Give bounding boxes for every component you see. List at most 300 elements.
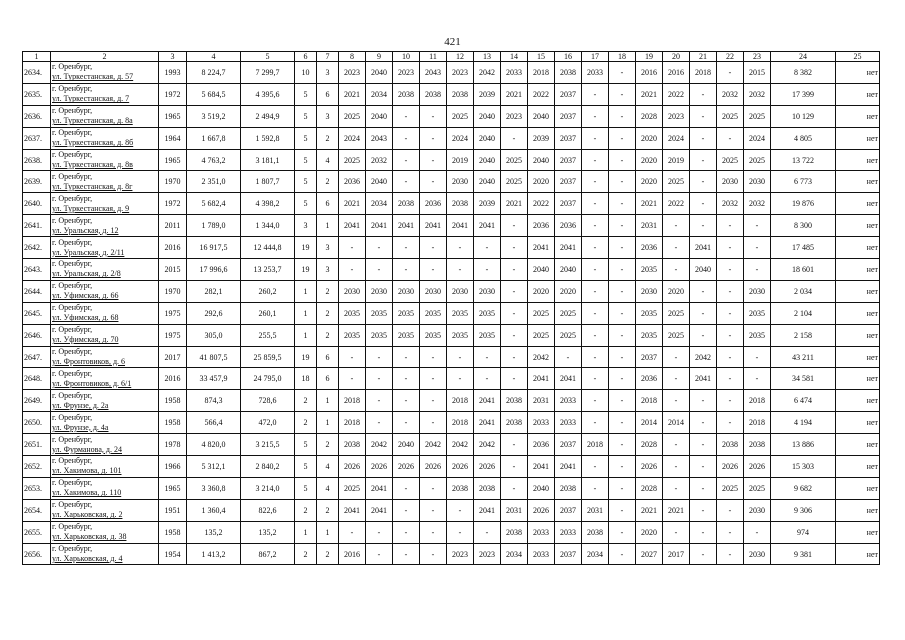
table-cell: - — [339, 237, 366, 259]
table-row — [23, 543, 880, 565]
table-cell: 2 — [317, 127, 339, 149]
table-cell: 255,5 — [241, 324, 295, 346]
table-cell: 2030 — [420, 280, 447, 302]
table-cell: - — [717, 215, 744, 237]
table-cell: 2025 — [447, 105, 474, 127]
table-cell: 2016 — [636, 62, 663, 84]
address-city: г. Оренбург, — [52, 171, 93, 181]
table-cell: 2 — [295, 499, 317, 521]
table-cell: 2026 — [528, 499, 555, 521]
table-cell: 135,2 — [241, 521, 295, 543]
table-cell: 2016 — [663, 62, 690, 84]
column-header: 6 — [295, 52, 317, 62]
table-cell: 2020 — [528, 171, 555, 193]
table-row — [23, 477, 880, 499]
row-number: 2651. — [23, 434, 51, 456]
table-row — [23, 259, 880, 281]
address-city: г. Оренбург, — [52, 522, 93, 532]
table-cell: - — [609, 412, 636, 434]
table-cell: 2040 — [474, 105, 501, 127]
table-cell: 2038 — [582, 521, 609, 543]
row-number: 2645. — [23, 302, 51, 324]
table-cell: 17 996,6 — [187, 259, 241, 281]
table-cell: 2022 — [528, 193, 555, 215]
table-row — [23, 215, 880, 237]
row-number: 2644. — [23, 280, 51, 302]
table-cell: 1970 — [159, 171, 187, 193]
table-cell: - — [582, 149, 609, 171]
table-cell: - — [474, 368, 501, 390]
table-cell: 566,4 — [187, 412, 241, 434]
table-cell: 2035 — [636, 302, 663, 324]
address-street: ул. Туркестанская, д. 57 — [52, 72, 134, 82]
table-cell: - — [609, 346, 636, 368]
table-cell: 2037 — [555, 499, 582, 521]
table-cell: нет — [836, 237, 880, 259]
page-number: 421 — [444, 36, 461, 48]
table-cell: 2042 — [528, 346, 555, 368]
address-cell — [51, 215, 159, 237]
table-cell: 2016 — [159, 368, 187, 390]
table-cell: 2 — [317, 280, 339, 302]
table-row — [23, 434, 880, 456]
table-cell: 6 — [317, 368, 339, 390]
table-cell: 260,2 — [241, 280, 295, 302]
table-cell: - — [609, 83, 636, 105]
table-cell: 1 — [317, 412, 339, 434]
address-cell — [51, 280, 159, 302]
table-cell: 2040 — [393, 434, 420, 456]
table-cell: 2017 — [663, 543, 690, 565]
table-cell: - — [420, 368, 447, 390]
table-cell: 15 303 — [771, 456, 836, 478]
address-street: ул. Харьковская, д. 38 — [52, 532, 127, 542]
table-cell: 2041 — [555, 368, 582, 390]
table-cell: 2023 — [447, 543, 474, 565]
table-cell: - — [663, 368, 690, 390]
table-cell: 260,1 — [241, 302, 295, 324]
table-cell: 2016 — [159, 237, 187, 259]
table-cell: 2037 — [555, 105, 582, 127]
table-cell: 2018 — [339, 390, 366, 412]
table-cell: - — [744, 346, 771, 368]
table-cell: 5 312,1 — [187, 456, 241, 478]
table-cell: 1 — [295, 280, 317, 302]
table-cell: 4 — [317, 149, 339, 171]
table-cell: 2 — [295, 543, 317, 565]
table-cell: 2 — [317, 302, 339, 324]
address-cell — [51, 62, 159, 84]
table-cell: 4 395,6 — [241, 83, 295, 105]
table-cell: - — [366, 259, 393, 281]
table-cell: - — [501, 456, 528, 478]
table-cell: - — [420, 259, 447, 281]
housing-register-table — [22, 51, 880, 565]
table-cell: 8 300 — [771, 215, 836, 237]
table-cell: - — [663, 215, 690, 237]
table-cell: 2041 — [474, 215, 501, 237]
table-cell: 2036 — [528, 434, 555, 456]
table-cell: - — [582, 237, 609, 259]
table-cell: 2025 — [663, 324, 690, 346]
table-cell: - — [501, 280, 528, 302]
row-number: 2638. — [23, 149, 51, 171]
table-cell: 2036 — [636, 237, 663, 259]
table-cell: нет — [836, 215, 880, 237]
table-cell: 33 457,9 — [187, 368, 241, 390]
table-cell: - — [663, 237, 690, 259]
table-cell: 4 — [317, 456, 339, 478]
table-row — [23, 105, 880, 127]
table-cell: - — [447, 259, 474, 281]
table-cell: 2035 — [393, 324, 420, 346]
column-header: 7 — [317, 52, 339, 62]
table-cell: - — [393, 346, 420, 368]
table-cell: 2038 — [501, 521, 528, 543]
table-cell: 2018 — [339, 412, 366, 434]
table-cell: 2038 — [501, 412, 528, 434]
table-cell: 2025 — [717, 477, 744, 499]
row-number: 2641. — [23, 215, 51, 237]
table-cell: 2025 — [339, 105, 366, 127]
table-cell: 2025 — [501, 149, 528, 171]
table-cell: 282,1 — [187, 280, 241, 302]
table-cell: - — [582, 346, 609, 368]
address-city: г. Оренбург, — [52, 325, 93, 335]
table-cell: - — [609, 543, 636, 565]
table-cell: - — [420, 521, 447, 543]
column-header: 14 — [501, 52, 528, 62]
table-row — [23, 456, 880, 478]
table-cell: 2041 — [474, 499, 501, 521]
table-cell: 2038 — [420, 83, 447, 105]
table-cell: - — [582, 280, 609, 302]
table-cell: 2018 — [744, 412, 771, 434]
table-cell: 2041 — [474, 390, 501, 412]
table-cell: 2041 — [690, 237, 717, 259]
column-header: 12 — [447, 52, 474, 62]
table-cell: - — [420, 171, 447, 193]
table-cell: 6 — [317, 83, 339, 105]
table-cell: - — [447, 237, 474, 259]
table-cell: 2041 — [555, 237, 582, 259]
address-street: ул. Фронтовиков, д. 6 — [52, 357, 126, 367]
table-cell: 2036 — [555, 215, 582, 237]
table-cell: - — [609, 434, 636, 456]
table-cell: 135,2 — [187, 521, 241, 543]
table-cell: - — [690, 127, 717, 149]
table-cell: 2021 — [339, 83, 366, 105]
table-cell: 2042 — [366, 434, 393, 456]
table-cell: - — [690, 280, 717, 302]
table-cell: 2041 — [528, 456, 555, 478]
table-cell: 2030 — [744, 543, 771, 565]
table-cell: 2036 — [420, 193, 447, 215]
address-cell — [51, 149, 159, 171]
table-row — [23, 62, 880, 84]
address-street: ул. Туркестанская, д. 8а — [52, 116, 133, 126]
table-cell: - — [663, 477, 690, 499]
table-cell: 2025 — [663, 302, 690, 324]
table-cell: 2015 — [744, 62, 771, 84]
table-cell: 2040 — [366, 171, 393, 193]
table-cell: 2041 — [339, 499, 366, 521]
table-cell: - — [609, 456, 636, 478]
table-cell: 2025 — [744, 477, 771, 499]
address-city: г. Оренбург, — [52, 412, 93, 422]
table-cell: - — [501, 302, 528, 324]
address-city: г. Оренбург, — [52, 434, 93, 444]
table-cell: - — [663, 346, 690, 368]
column-header: 5 — [241, 52, 295, 62]
table-cell: - — [690, 456, 717, 478]
table-cell: 305,0 — [187, 324, 241, 346]
table-cell: - — [393, 368, 420, 390]
table-cell: 5 — [295, 149, 317, 171]
table-cell: 2024 — [447, 127, 474, 149]
table-cell: - — [717, 543, 744, 565]
table-cell: 5 — [295, 193, 317, 215]
table-cell: 3 181,1 — [241, 149, 295, 171]
table-cell: 2022 — [663, 83, 690, 105]
address-street: ул. Туркестанская, д. 8г — [52, 181, 133, 191]
table-cell: - — [501, 434, 528, 456]
row-number: 2639. — [23, 171, 51, 193]
table-cell: 9 306 — [771, 499, 836, 521]
table-cell: 2034 — [366, 83, 393, 105]
table-cell: 2026 — [339, 456, 366, 478]
table-cell: 3 — [317, 62, 339, 84]
address-city: г. Оренбург, — [52, 106, 93, 116]
table-cell: 2030 — [744, 280, 771, 302]
table-cell: 2035 — [447, 302, 474, 324]
table-row — [23, 193, 880, 215]
table-cell: 19 — [295, 237, 317, 259]
table-row — [23, 127, 880, 149]
column-header: 8 — [339, 52, 366, 62]
table-cell: - — [717, 499, 744, 521]
table-cell: 2025 — [528, 302, 555, 324]
table-cell: 1965 — [159, 105, 187, 127]
table-cell: - — [420, 149, 447, 171]
table-cell: - — [393, 127, 420, 149]
table-cell: - — [393, 149, 420, 171]
table-cell: - — [690, 543, 717, 565]
table-cell: 2018 — [582, 434, 609, 456]
table-cell: 2040 — [474, 127, 501, 149]
table-cell: - — [582, 127, 609, 149]
table-cell: - — [690, 390, 717, 412]
table-cell: - — [393, 259, 420, 281]
table-cell: 2 — [317, 499, 339, 521]
table-cell: 2021 — [501, 193, 528, 215]
table-cell: 5 — [295, 83, 317, 105]
address-city: г. Оренбург, — [52, 84, 93, 94]
table-cell: 2026 — [717, 456, 744, 478]
table-cell: 2043 — [366, 127, 393, 149]
table-cell: - — [420, 412, 447, 434]
column-header: 23 — [744, 52, 771, 62]
table-cell: 16 917,5 — [187, 237, 241, 259]
table-cell: 2032 — [366, 149, 393, 171]
table-cell: - — [609, 280, 636, 302]
column-header: 10 — [393, 52, 420, 62]
table-cell: 874,3 — [187, 390, 241, 412]
table-cell: - — [609, 368, 636, 390]
table-cell: - — [501, 324, 528, 346]
table-cell: нет — [836, 149, 880, 171]
table-cell: - — [366, 543, 393, 565]
table-cell: - — [690, 324, 717, 346]
table-cell: 2018 — [447, 390, 474, 412]
table-cell: - — [717, 302, 744, 324]
row-number: 2649. — [23, 390, 51, 412]
table-body — [23, 62, 880, 565]
table-cell: - — [420, 477, 447, 499]
row-number: 2653. — [23, 477, 51, 499]
address-city: г. Оренбург, — [52, 500, 93, 510]
table-cell: 2016 — [339, 543, 366, 565]
table-cell: 2042 — [474, 434, 501, 456]
table-cell: 2033 — [555, 412, 582, 434]
table-cell: - — [663, 390, 690, 412]
table-cell: 13 722 — [771, 149, 836, 171]
table-cell: 2026 — [393, 456, 420, 478]
table-cell: - — [717, 346, 744, 368]
table-cell: 2037 — [555, 127, 582, 149]
table-cell: 2026 — [474, 456, 501, 478]
table-cell: 7 299,7 — [241, 62, 295, 84]
table-cell: - — [609, 62, 636, 84]
column-header: 19 — [636, 52, 663, 62]
table-cell: 2015 — [159, 259, 187, 281]
column-header: 2 — [51, 52, 159, 62]
address-city: г. Оренбург, — [52, 150, 93, 159]
table-cell: - — [690, 302, 717, 324]
table-cell: - — [609, 149, 636, 171]
table-cell: 2040 — [528, 105, 555, 127]
table-cell: 2033 — [555, 521, 582, 543]
table-cell: 2032 — [717, 83, 744, 105]
table-cell: 2035 — [744, 302, 771, 324]
address-street: ул. Уфимская, д. 66 — [52, 291, 119, 301]
table-cell: 17 399 — [771, 83, 836, 105]
table-cell: 2040 — [528, 149, 555, 171]
table-cell: - — [717, 390, 744, 412]
table-cell: 12 444,8 — [241, 237, 295, 259]
table-cell: 292,6 — [187, 302, 241, 324]
table-cell: 2033 — [528, 543, 555, 565]
table-cell: - — [609, 477, 636, 499]
table-cell: 2033 — [528, 412, 555, 434]
table-cell: 2035 — [339, 302, 366, 324]
table-cell: 2041 — [393, 215, 420, 237]
table-cell: 974 — [771, 521, 836, 543]
table-cell: 2038 — [393, 83, 420, 105]
address-city: г. Оренбург, — [52, 347, 93, 357]
table-cell: нет — [836, 280, 880, 302]
table-cell: 2026 — [636, 456, 663, 478]
table-cell: 2035 — [393, 302, 420, 324]
table-cell: 2020 — [663, 280, 690, 302]
table-cell: 2030 — [447, 171, 474, 193]
table-cell: 2042 — [447, 434, 474, 456]
address-city: г. Оренбург, — [52, 281, 93, 291]
address-street: ул. Туркестанская, д. 8б — [52, 138, 134, 148]
table-cell: нет — [836, 105, 880, 127]
table-cell: 2019 — [663, 149, 690, 171]
table-cell: 2020 — [636, 171, 663, 193]
table-cell: 6 474 — [771, 390, 836, 412]
table-cell: - — [339, 346, 366, 368]
column-header: 20 — [663, 52, 690, 62]
table-cell: - — [393, 412, 420, 434]
table-cell: 1975 — [159, 324, 187, 346]
table-cell: 1975 — [159, 302, 187, 324]
table-cell: 2026 — [420, 456, 447, 478]
table-cell: 2030 — [717, 171, 744, 193]
table-cell: нет — [836, 412, 880, 434]
table-cell: 2037 — [555, 171, 582, 193]
address-cell — [51, 324, 159, 346]
table-cell: - — [609, 499, 636, 521]
table-cell: 1965 — [159, 149, 187, 171]
table-cell: 2038 — [474, 477, 501, 499]
row-number: 2636. — [23, 105, 51, 127]
table-cell: - — [582, 302, 609, 324]
address-cell — [51, 259, 159, 281]
table-cell: 2038 — [447, 83, 474, 105]
column-header: 15 — [528, 52, 555, 62]
table-cell: 1978 — [159, 434, 187, 456]
table-cell: нет — [836, 62, 880, 84]
table-cell: 728,6 — [241, 390, 295, 412]
address-street: ул. Туркестанская, д. 9 — [52, 203, 130, 213]
table-cell: 1970 — [159, 280, 187, 302]
address-street: ул. Уральская, д. 12 — [52, 225, 119, 235]
table-cell: нет — [836, 193, 880, 215]
table-cell: 2038 — [555, 477, 582, 499]
table-cell: 2023 — [447, 62, 474, 84]
address-cell — [51, 237, 159, 259]
table-cell: 822,6 — [241, 499, 295, 521]
table-cell: 2011 — [159, 215, 187, 237]
table-cell: нет — [836, 127, 880, 149]
table-cell: нет — [836, 499, 880, 521]
table-cell: 2036 — [339, 171, 366, 193]
address-cell — [51, 456, 159, 478]
table-cell: 4 763,2 — [187, 149, 241, 171]
table-cell: - — [393, 171, 420, 193]
table-cell: - — [447, 368, 474, 390]
table-cell: - — [474, 521, 501, 543]
table-cell: 2023 — [474, 543, 501, 565]
table-cell: 2035 — [366, 302, 393, 324]
table-cell: - — [609, 237, 636, 259]
row-number: 2635. — [23, 83, 51, 105]
table-cell: - — [717, 127, 744, 149]
address-cell — [51, 434, 159, 456]
table-cell: 24 795,0 — [241, 368, 295, 390]
table-cell: - — [474, 259, 501, 281]
address-cell — [51, 193, 159, 215]
table-cell: 2025 — [339, 149, 366, 171]
table-cell: 2035 — [744, 324, 771, 346]
table-cell: 2024 — [339, 127, 366, 149]
table-row — [23, 324, 880, 346]
address-street: ул. Фронтовиков, д. 6/1 — [52, 378, 132, 388]
table-cell: 2036 — [636, 368, 663, 390]
